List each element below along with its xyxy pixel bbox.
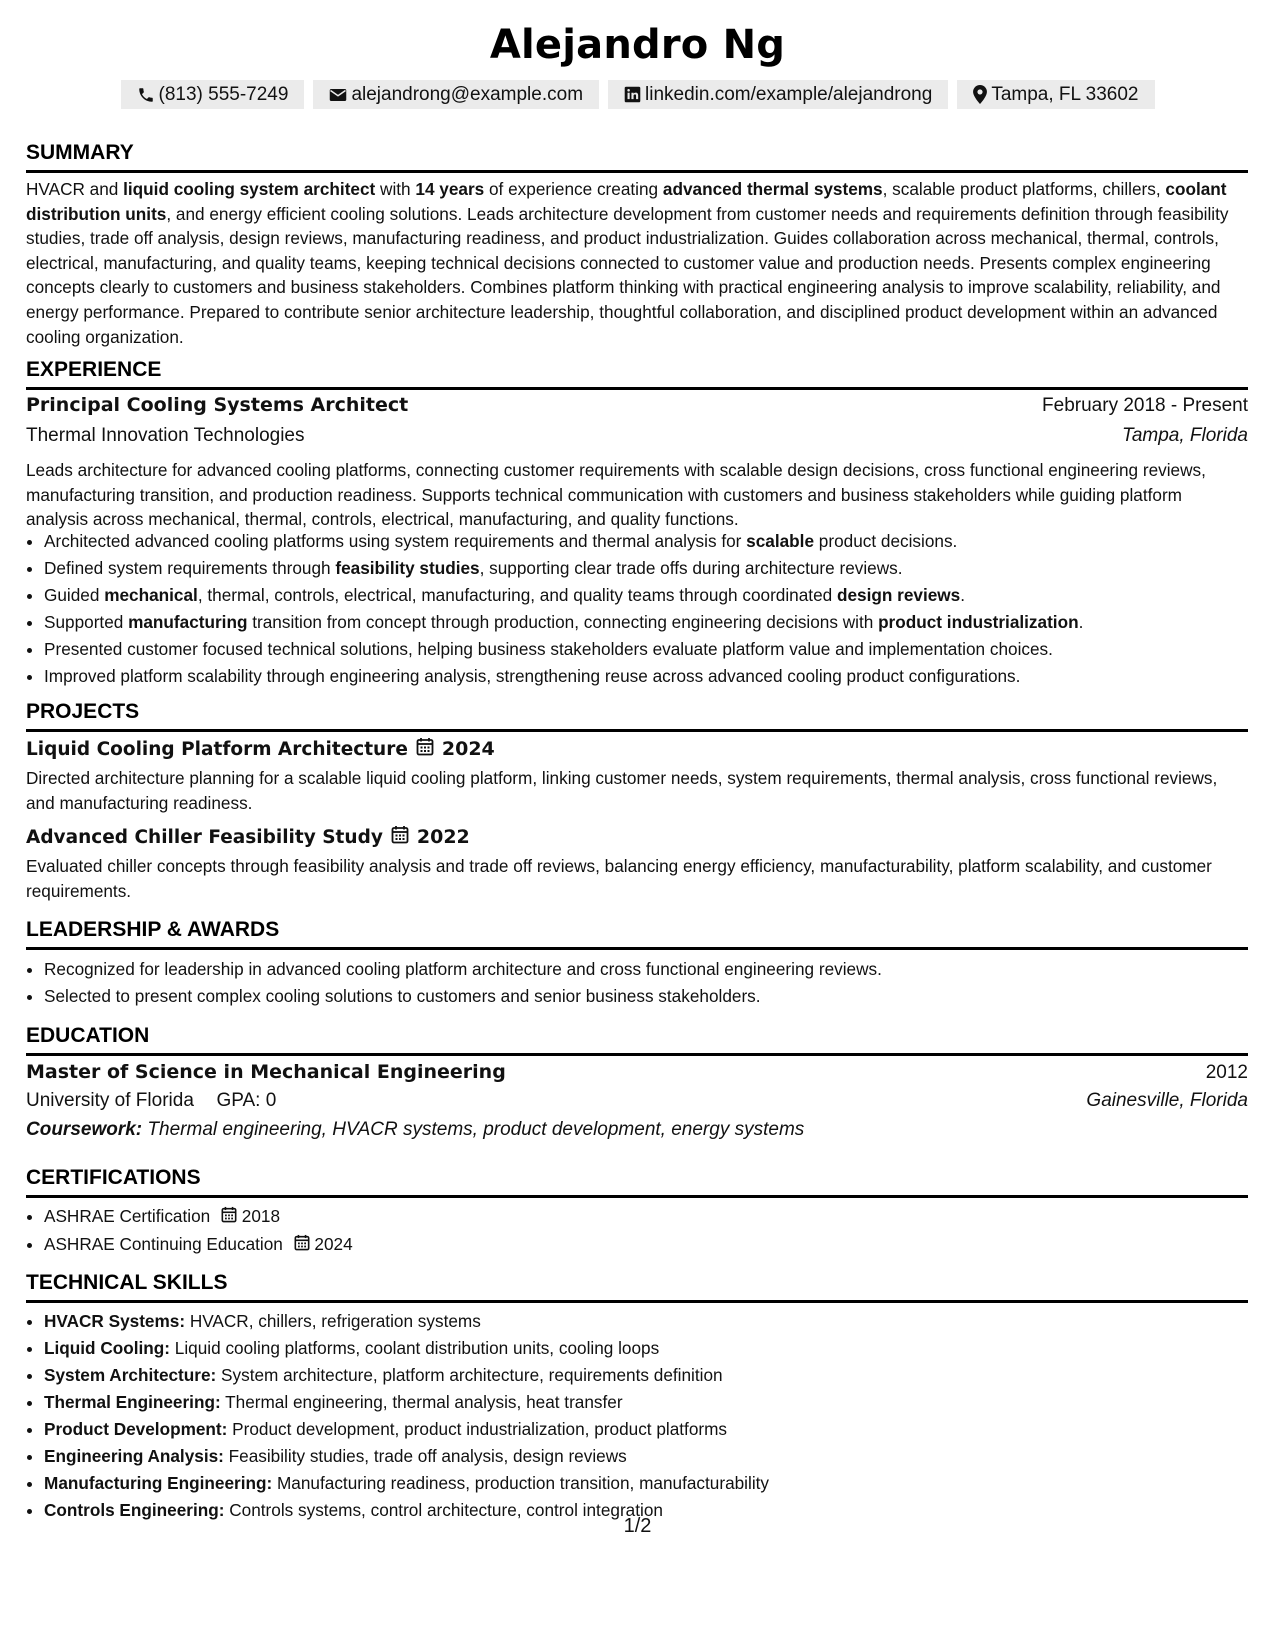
leadership-heading: LEADERSHIP & AWARDS (26, 918, 1248, 950)
cert-name: ASHRAE Continuing Education (44, 1233, 283, 1254)
education-gpa: GPA: 0 (216, 1090, 277, 1111)
coursework-line (26, 1119, 804, 1141)
linkedin-icon (624, 86, 641, 103)
bold-text: mechanical (104, 585, 198, 605)
list-item (44, 609, 1266, 636)
contact-phone[interactable] (121, 80, 305, 109)
projects-heading: PROJECTS (26, 700, 1248, 732)
job-description: Leads architecture for advanced cooling platforms, connecting customer requirements with scalable design decisions, cross functional engineering reviews, manufacturing transition, and production readiness. Supports technical communication with customers and business stakeholders while guiding platform analysis across mechanical, thermal, controls, electrical, manufacturing, and quality functions. (26, 460, 1206, 530)
project-1-description: Directed architecture planning for a scalable liquid cooling platform, linking customer needs, system requirements, thermal analysis, cross functional reviews, and manufacturing readiness. (26, 768, 1218, 813)
skill-item (44, 1308, 1266, 1335)
list-item: • Selected to present complex cooling solutions to customers and senior business stakeholders. (44, 983, 1266, 1010)
education-school-row (26, 1090, 1248, 1112)
calendar-icon (416, 737, 434, 761)
bold-text: liquid cooling system architect (123, 179, 376, 199)
bold-text: feasibility studies (335, 558, 480, 578)
education-heading: EDUCATION (26, 1024, 1248, 1056)
calendar-icon (221, 1204, 237, 1231)
envelope-icon (329, 87, 347, 103)
contact-email[interactable] (313, 80, 599, 109)
text-run: product decisions. (814, 531, 958, 551)
skill-label: Product Development: (44, 1419, 228, 1439)
skill-item (44, 1389, 1266, 1416)
education-year: 2012 (1205, 1062, 1248, 1083)
cert-year: 2018 (241, 1206, 281, 1226)
list-item (44, 528, 1266, 555)
cert-year: 2024 (314, 1233, 353, 1254)
project-1-year: 2024 (441, 738, 495, 760)
summary-heading: SUMMARY (26, 141, 1248, 173)
skill-value: System architecture, platform architecture, requirements definition (216, 1365, 723, 1385)
summary-text (26, 177, 1248, 349)
contact-bar (0, 80, 1275, 109)
skill-value: Controls systems, control architecture, control integration (224, 1500, 663, 1520)
contact-location (957, 80, 1154, 109)
education-degree: Master of Science in Mechanical Engineering (26, 1061, 506, 1083)
experience-heading: EXPERIENCE (26, 358, 1248, 390)
skill-label: Engineering Analysis: (44, 1446, 224, 1466)
bold-text: manufacturing (128, 612, 248, 632)
job-company: Thermal Innovation Technologies (26, 425, 305, 446)
job-title: Principal Cooling Systems Architect (26, 394, 409, 416)
bold-text: advanced thermal systems (662, 179, 883, 199)
project-2-name: Advanced Chiller Feasibility Study (26, 826, 383, 848)
text-run: . (960, 585, 965, 605)
job-dates: February 2018 - Present (1042, 395, 1248, 416)
skill-value: Liquid cooling platforms, coolant distribution units, cooling loops (170, 1338, 660, 1358)
text-run: , and energy efficient cooling solutions. Leads architecture development from customer needs and requirements definition through feasibility studies, trade off analysis, design reviews, manufacturing readiness, and product industrialization. Guides collaboration across mechanical, thermal, controls, electrical, manufacturing, and quality teams, keeping technical decisions connected to customer value and production needs. Presents complex engineering concepts clearly to customers and business stakeholders. Combines platform thinking with practical engineering analysis to improve scalability, reliability, and energy performance. Prepared to contribute senior architecture leadership, thoughtful collaboration, and disciplined product development within an advanced cooling organization. (26, 203, 1229, 347)
certifications-list (26, 1203, 1266, 1259)
text-run: , thermal, controls, electrical, manufacturing, and quality teams through coordinated (197, 585, 837, 605)
education-header (26, 1061, 1248, 1084)
coursework-row (26, 1119, 1248, 1141)
text-run: with (375, 179, 416, 199)
skills-list (26, 1308, 1266, 1524)
list-item (44, 555, 1266, 582)
skill-label: System Architecture: (44, 1365, 217, 1385)
list-item: • Recognized for leadership in advanced cooling platform architecture and cross functional engineering reviews. (44, 956, 1266, 983)
bold-text: coolant distribution units (26, 179, 1227, 224)
text-run: Supported (44, 612, 129, 632)
job-header (26, 394, 1248, 417)
text-run: Defined system requirements through (44, 558, 336, 578)
calendar-icon (294, 1232, 310, 1259)
map-pin-icon (973, 85, 987, 104)
candidate-name: Alejandro Ng (489, 22, 786, 68)
cert-name: ASHRAE Certification (44, 1206, 211, 1226)
education-location: Gainesville, Florida (1086, 1090, 1248, 1111)
bold-text: product industrialization (878, 612, 1079, 632)
list-item (44, 582, 1266, 609)
skill-label: Liquid Cooling: (44, 1338, 171, 1358)
text-run: , scalable product platforms, chillers, (882, 179, 1166, 199)
leadership-list (26, 956, 1266, 1010)
project-2-year: 2022 (416, 826, 470, 848)
education-school: University of Florida (26, 1090, 194, 1111)
phone-icon (137, 86, 155, 104)
coursework-text: Thermal engineering, HVACR systems, product development, energy systems (142, 1119, 805, 1140)
contact-linkedin[interactable] (608, 80, 948, 109)
text-run: Presented customer focused technical solutions, helping business stakeholders evaluate platform value and implementation choices. (44, 639, 1053, 659)
skills-heading: TECHNICAL SKILLS (26, 1271, 1248, 1303)
skill-item (44, 1416, 1266, 1443)
list-item (44, 1231, 1266, 1259)
email-text: alejandrong@example.com (351, 84, 584, 105)
text-run: of experience creating (484, 179, 663, 199)
skill-value: Feasibility studies, trade off analysis, design reviews (223, 1446, 627, 1466)
list-item (44, 1203, 1266, 1231)
skill-value: Manufacturing readiness, production transition, manufacturability (272, 1473, 770, 1493)
project-2-header (26, 825, 470, 849)
text-run: HVACR and (26, 179, 124, 199)
project-2-description: Evaluated chiller concepts through feasibility analysis and trade off reviews, balancing energy efficiency, manufacturability, platform scalability, and customer requirements. (26, 856, 1212, 901)
text-run: Improved platform scalability through engineering analysis, strengthening reuse across advanced cooling product configurations. (44, 666, 1021, 686)
skill-label: Manufacturing Engineering: (44, 1473, 273, 1493)
skill-label: Thermal Engineering: (44, 1392, 221, 1412)
list-item (44, 636, 1266, 663)
skill-label: HVACR Systems: (44, 1311, 186, 1331)
education-school-group (26, 1090, 276, 1112)
calendar-icon (391, 825, 409, 849)
skill-item (44, 1443, 1266, 1470)
text-run: Guided (44, 585, 105, 605)
location-text: Tampa, FL 33602 (991, 84, 1139, 105)
text-run: transition from concept through production, connecting engineering decisions with (247, 612, 879, 632)
skill-item (44, 1335, 1266, 1362)
job-company-row (26, 425, 1248, 447)
project-1-name: Liquid Cooling Platform Architecture (26, 738, 408, 760)
job-bullets (26, 528, 1266, 690)
bold-text: scalable (746, 531, 815, 551)
certifications-heading: CERTIFICATIONS (26, 1166, 1248, 1198)
text-run: , supporting clear trade offs during architecture reviews. (479, 558, 903, 578)
linkedin-text: linkedin.com/example/alejandrong (645, 84, 933, 105)
bold-text: 14 years (415, 179, 485, 199)
skill-item (44, 1362, 1266, 1389)
coursework-label: Coursework: (26, 1119, 143, 1140)
skill-label: Controls Engineering: (44, 1500, 225, 1520)
page-number: 1/2 (623, 1515, 652, 1537)
text-run: Architected advanced cooling platforms using system requirements and thermal analysis for (44, 531, 747, 551)
phone-text: (813) 555-7249 (158, 84, 289, 105)
bold-text: design reviews (836, 585, 961, 605)
text-run: . (1078, 612, 1084, 632)
job-location: Tampa, Florida (1121, 425, 1248, 446)
project-1-header (26, 737, 495, 761)
skill-value: Product development, product industrialization, product platforms (227, 1419, 728, 1439)
skill-value: Thermal engineering, thermal analysis, heat transfer (220, 1392, 623, 1412)
skill-item (44, 1470, 1266, 1497)
list-item (44, 663, 1266, 690)
skill-value: HVACR, chillers, refrigeration systems (185, 1311, 481, 1331)
